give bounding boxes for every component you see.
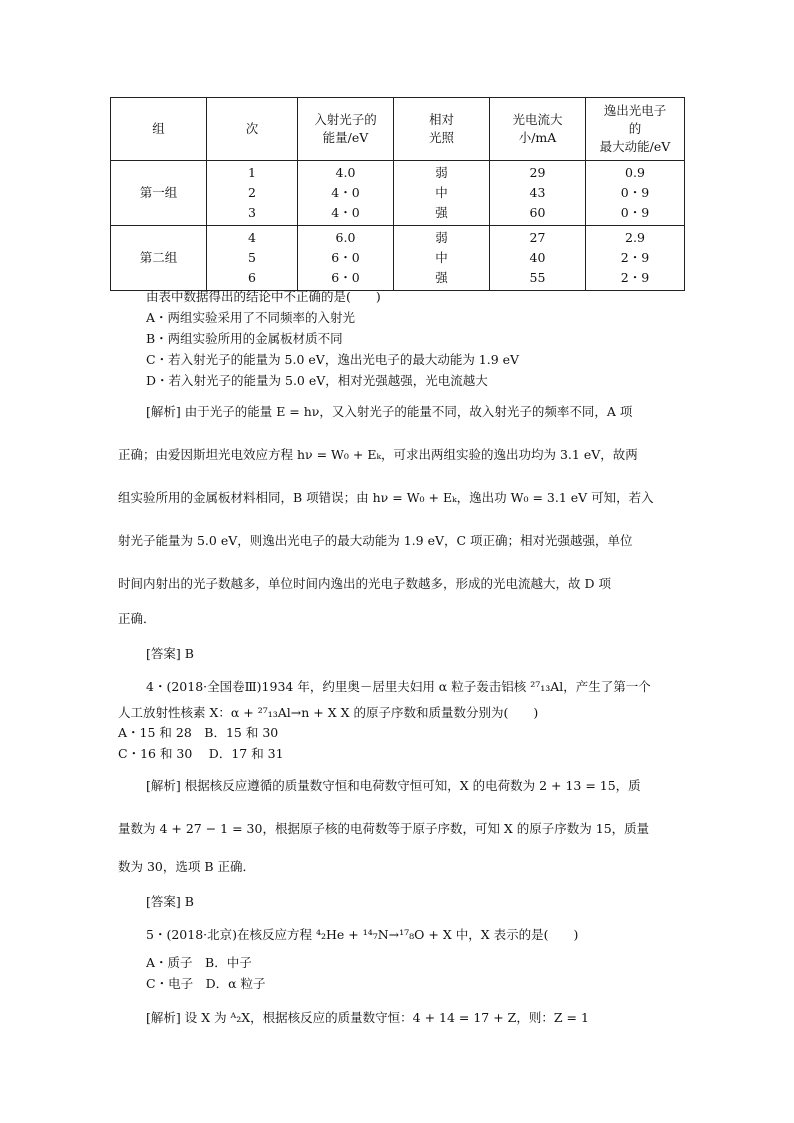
cell-value: 6.0 — [335, 230, 356, 245]
q3-option-a: A・两组实验采用了不同频率的入射光 — [146, 310, 356, 325]
header-text-line: 的 — [628, 121, 642, 136]
q4-stem-line2: 人工放射性核素 X：α + ²⁷₁₃Al→n + X X 的原子序数和质量数分别为( ) — [118, 705, 539, 720]
q3-option-d: D・若入射光子的能量为 5.0 eV，相对光强越强，光电流越大 — [146, 373, 488, 388]
cell-value: 6・0 — [331, 250, 360, 265]
cell-value: 5 — [248, 250, 256, 265]
cell-value: 4・0 — [331, 185, 360, 200]
cell-value: 3 — [248, 205, 256, 220]
cell-energy — [298, 226, 394, 291]
cell-value: 4・0 — [331, 205, 360, 220]
cell-value: 强 — [435, 270, 448, 285]
q3-option-b: B・两组实验所用的金属板材质不同 — [146, 331, 343, 346]
q3-analysis-line: 正确． — [118, 611, 156, 626]
cell-value: 0・9 — [620, 205, 650, 220]
cell-value: 43 — [529, 185, 546, 200]
cell-light — [394, 226, 490, 291]
header-photocurrent — [490, 98, 586, 161]
header-text-line: 最大动能/eV — [599, 139, 671, 154]
cell-value: 0・9 — [620, 185, 650, 200]
cell-energy — [298, 161, 394, 226]
cell-value: 6 — [248, 270, 256, 285]
header-text-line: 光电流大 — [512, 112, 563, 127]
header-group: 组 — [111, 98, 207, 161]
cell-value: 6・0 — [331, 270, 360, 285]
q3-analysis-line: [解析] 由于光子的能量 E = hν，又入射光子的能量不同，故入射光子的频率不同，A 项 — [146, 404, 633, 419]
q5-options-cd: C・电子 D．α 粒子 — [146, 976, 266, 991]
cell-value: 4.0 — [335, 165, 356, 180]
cell-trials — [207, 226, 298, 291]
q4-options-ab: A・15 和 28 B．15 和 30 — [118, 725, 279, 740]
q4-stem-line1: 4・(2018·全国卷Ⅲ)1934 年，约里奥－居里夫妇用 α 粒子轰击铝核 ²⁷₁₃Al，产生了第一个 — [146, 679, 651, 694]
cell-ke — [586, 226, 685, 291]
q4-analysis-line: [解析] 根据核反应遵循的质量数守恒和电荷数守恒可知，X 的电荷数为 2 + 13 = 15，质 — [146, 778, 641, 793]
cell-value: 2・9 — [620, 270, 650, 285]
header-text-line: 小/mA — [518, 130, 557, 145]
header-text-line: 入射光子的 — [314, 112, 377, 127]
q5-analysis: [解析] 设 X 为 ᴬ₂X，根据核反应的质量数守恒：4 + 14 = 17 + Z，则：Z = 1 — [146, 1010, 589, 1025]
cell-light — [394, 161, 490, 226]
header-relative-light — [394, 98, 490, 161]
q4-options-cd: C・16 和 30 D．17 和 31 — [118, 746, 284, 761]
q4-analysis-line: 数为 30，选项 B 正确． — [118, 859, 256, 874]
q3-answer: [答案] B — [146, 646, 194, 661]
cell-value: 中 — [435, 250, 448, 265]
cell-value: 中 — [435, 185, 448, 200]
cell-trials — [207, 161, 298, 226]
header-max-kinetic-energy — [586, 98, 685, 161]
q4-analysis-line: 量数为 4 + 27 − 1 = 30，根据原子核的电荷数等于原子序数，可知 X 的原子序数为 15，质量 — [118, 821, 650, 836]
table-row — [111, 226, 685, 291]
cell-value: 27 — [529, 230, 546, 245]
cell-value: 40 — [529, 250, 546, 265]
q3-option-c: C・若入射光子的能量为 5.0 eV，逸出光电子的最大动能为 1.9 eV — [146, 352, 520, 367]
q3-analysis-line: 时间内射出的光子数越多，单位时间内逸出的光电子数越多，形成的光电流越大，故 D 项 — [118, 576, 611, 591]
cell-current — [490, 161, 586, 226]
header-trial: 次 — [207, 98, 298, 161]
header-text-line: 光照 — [428, 130, 454, 145]
cell-current — [490, 226, 586, 291]
q3-analysis-line: 组实验所用的金属板材料相同，B 项错误；由 hν = W₀ + Eₖ，逸出功 W₀ = 3.1 eV 可知，若入 — [118, 490, 654, 505]
header-text-line: 逸出光电子 — [603, 103, 667, 118]
header-photon-energy — [298, 98, 394, 161]
cell-value: 55 — [529, 270, 546, 285]
photoelectric-data-table — [110, 97, 685, 291]
group-name-cell: 第一组 — [111, 161, 207, 226]
cell-value: 60 — [529, 205, 546, 220]
q5-options-ab: A・质子 B．中子 — [146, 955, 252, 970]
cell-value: 2 — [248, 185, 256, 200]
q5-stem: 5・(2018·北京)在核反应方程 ⁴₂He + ¹⁴₇N→¹⁷₈O + X 中，X 表示的是( ) — [146, 927, 579, 942]
cell-value: 弱 — [435, 230, 448, 245]
q3-analysis-line: 射光子能量为 5.0 eV，则逸出光电子的最大动能为 1.9 eV，C 项正确；相对光强越强，单位 — [118, 533, 633, 548]
table-row — [111, 161, 685, 226]
q3-analysis-line: 正确；由爱因斯坦光电效应方程 hν = W₀ + Eₖ，可求出两组实验的逸出功均为 3.1 eV，故两 — [118, 447, 638, 462]
q4-answer: [答案] B — [146, 894, 194, 909]
cell-value: 29 — [529, 165, 546, 180]
table-header-row — [111, 98, 685, 161]
cell-value: 强 — [435, 205, 448, 220]
header-text-line: 相对 — [428, 112, 454, 127]
q3-stem: 由表中数据得出的结论中不正确的是( ) — [146, 289, 381, 304]
cell-ke — [586, 161, 685, 226]
cell-value: 2・9 — [620, 250, 650, 265]
cell-value: 弱 — [435, 165, 448, 180]
header-text-line: 能量/eV — [322, 130, 369, 145]
group-name-cell: 第二组 — [111, 226, 207, 291]
cell-value: 1 — [248, 165, 256, 180]
cell-value: 2.9 — [625, 230, 645, 245]
cell-value: 4 — [248, 230, 256, 245]
cell-value: 0.9 — [625, 165, 645, 180]
